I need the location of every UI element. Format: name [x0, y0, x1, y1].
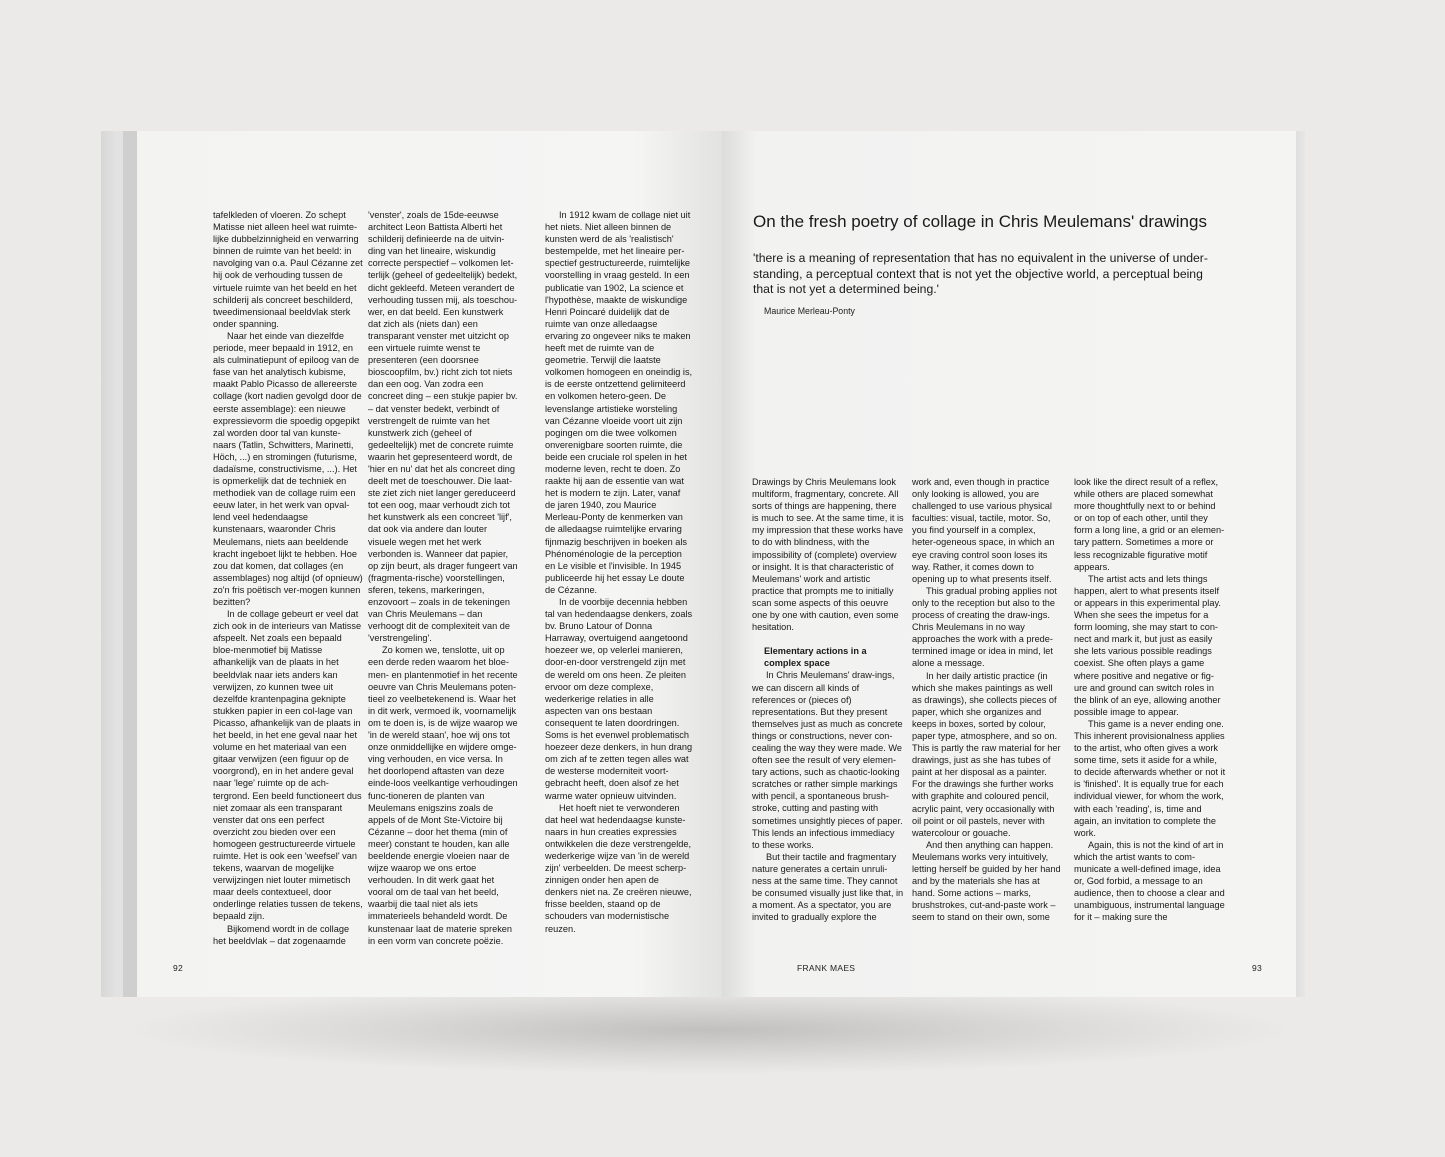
left-page [137, 131, 723, 997]
paragraph: This game is a never ending one. This inherent provisionalness applies to the artist, who often gives a work some time, sets it aside for a while, to decide afterwards whether or not it is 'finished'. It is equally true for each individual viewer, for whom the work, with each 'reading', is, time and again, an invitation to complete the work. [1074, 718, 1226, 838]
paragraph: Naar het einde van diezelfde periode, meer bepaald in 1912, en als culminatiepunt of epiloog van de fase van het analytisch kubisme, maakt Pablo Picasso de allereerste collage (kort nadien gevolgd door de eerste assemblage): een nieuwe expressievorm die spoedig opgepikt zal worden door tal van kunste-naars (Tatlin, Schwitters, Marinetti, Höch, ...) en stromingen (futurisme, dadaïsme, constructivisme, ...). Het is opmerkelijk dat de techniek en methodiek van de collage ruim een eeuw later, in het werk van opval-lend veel hedendaagse kunstenaars, waaronder Chris Meulemans, niets aan beeldende kracht ingeboet lijkt te hebben. Hoe zou dat komen, dat collages (en assemblages) nog altijd (of opnieuw) zo'n fris poëtisch ver-mogen kunnen bezitten? [213, 330, 363, 607]
book-shadow [120, 985, 1300, 1075]
paragraph: This gradual probing applies not only to the reception but also to the process of creating the draw-ings. Chris Meulemans in no way approaches the work with a prede-termined image or idea in mind, let alone a message. [912, 585, 1057, 669]
paragraph: In de voorbije decennia hebben tal van hedendaagse denkers, zoals bv. Bruno Latour of Donna Harraway, overtuigend aangetoond hoezeer we, op velerlei manieren, door-en-door verstrengeld zijn met de wereld om ons heen. Ze pleiten ervoor om deze complexe, wederkerige relaties in alle aspecten van ons bestaan consequent te laten doordringen. Soms is het evenwel problematisch hoezeer deze denkers, in hun drang om zich af te zetten tegen alles wat de westerse moderniteit voort-gebracht heeft, doen alsof ze het warme water opnieuw uitvinden. [545, 597, 693, 801]
paragraph: Again, this is not the kind of art in which the artist wants to com-municate a well-defined image, idea or, God forbid, a message to an audience, then to choose a clear and unambiguous, instrumental language for it – making sure the [1074, 839, 1225, 923]
paragraph: The artist acts and lets things happen, alert to what presents itself or appears in this experimental play. When she sees the impetus for a form looming, she may start to con-nect and mark it, but just as easily she lets various possible readings coexist. She often plays a game where positive and negative or fig-ure and ground can switch roles in the blink of an eye, allowing another possible image to appear. [1074, 573, 1221, 717]
paragraph: In her daily artistic practice (in which she makes paintings as well as drawings), she collects pieces of paper, which she organizes and keeps in boxes, sorted by colour, paper type, atmosphere, and so on. This is partly the raw material for her drawings, just as she has tubes of paint at her disposal as a painter. For the drawings she further works with graphite and coloured pencil, acrylic paint, very occasionally with oil point or oil pastels, never with watercolour or gouache. [912, 670, 1061, 838]
right-column-2 [912, 476, 1062, 923]
paragraph: In de collage gebeurt er veel dat zich ook in de interieurs van Matisse afspeelt. Net zoals een bepaald bloe-menmotief bij Matisse afhankelijk van de plaats in het beeldvlak naar iets anders kan verwijzen, zo kunnen twee uit dezelfde krantenpagina geknipte stukken papier in een col-lage van Picasso, afhankelijk van de plaats in het beeld, in het ene geval naar het volume en het materiaal van een gitaar verwijzen (een figuur op de voorgrond), en in het andere geval naar 'lege' ruimte op de ach-tergrond. Een beeld functioneert dus niet zomaar als een transparant venster dat ons een perfect overzicht zou bieden over een homogeen gestructureerde virtuele ruimte. Het is ook een 'weefsel' van tekens, waarvan de mogelijke verwijzingen niet louter mimetisch maar deels contextueel, door onderlinge relaties tussen de tekens, bepaald zijn. [213, 609, 363, 922]
paragraph: In 1912 kwam de collage niet uit het niets. Niet alleen binnen de kunsten werd de als 'realistisch' bestempelde, met het lineaire per-spectief gestructureerde, ruimtelijke voorstelling in vraag gesteld. In een publicatie van 1902, La science et l'hypothèse, maakte de wiskundige Henri Poincaré duidelijk dat de ruimte van onze alledaagse ervaring zo ongeveer niks te maken heeft met de ruimte van de geometrie. Terwijl die laatste volkomen homogeen en oneindig is, is de eerste ontzettend gelimiteerd en volkomen hetero-geen. De levenslange artistieke worsteling van Cézanne vloeide voort uit zijn pogingen om die twee volkomen onverenigbare soorten ruimte, die beide een cruciale rol spelen in het moderne leven, recht te doen. Zo raakte hij aan de essentie van wat het is modern te zijn. Later, vanaf de jaren 1940, zou Maurice Merleau-Ponty de kenmerken van de alledaagse ruimtelijke ervaring fijnmazig beschrijven in boeken als Phénoménologie de la perception en Le visible et l'invisible. In 1945 publiceerde hij het essay Le doute de Cézanne. [545, 210, 693, 595]
paragraph: Bijkomend wordt in de collage het beeldvlak – dat zogenaamde [213, 923, 350, 946]
paragraph: 'venster', zoals de 15de-eeuwse architect Leon Battista Alberti het schilderij definieerde na de uitvin-ding van het lineaire, wiskundig correcte perspectief – volkomen let-terlijk (geheel of gedeeltelijk) bedekt, dicht gekleefd. Meteen verandert de verhouding tussen mij, als toeschou-wer, en dat beeld. Een kunstwerk dat zich als (niets dan) een transparant venster met uitzicht op een virtuele ruimte wenst te presenteren (een doorsnee bioscoopfilm, bv.) richt zich tot niets dan een oog. Van zodra een concreet ding – een stukje papier bv. – dat venster bedekt, verbindt of verstrengelt de ruimte van het kunstwerk zich (geheel of gedeeltelijk) met de concrete ruimte waarin het gepresenteerd wordt, de 'hier en nu' dat het als concreet ding deelt met de toeschouwer. Die laat-ste ziet zich niet langer gereduceerd tot een oog, maar verhoudt zich tot het kunstwerk als een concreet 'lijf', dat ook via andere dan louter visuele wegen met het werk verbonden is. Wanneer dat papier, op zijn beurt, als drager fungeert van (fragmenta-rische) voorstellingen, sferen, tekens, markeringen, enzovoort – zoals in de tekeningen van Chris Meulemans – dan verhoogt dit de complexiteit van de 'verstrengeling'. [368, 210, 518, 644]
paragraph: And then anything can happen. Meulemans works very intuitively, letting herself be guided by her hand and by the materials she has at hand. Some actions – marks, brushstrokes, cut-and-paste work – seem to stand on their own, some [912, 839, 1061, 923]
page-number-right: 93 [1252, 963, 1263, 973]
section-subheading: Elementary actions in a complex space [764, 646, 867, 669]
intro-paragraph: Drawings by Chris Meulemans look multiform, fragmentary, concrete. All sorts of things are happening, there is much to see. At the same time, it is my impression that these works have to do with blindness, with the impossibility of (complete) overview or insight. It is that characteristic of Meulemans' work and artistic practice that prompts me to initially scan some aspects of this oeuvre one by one with caution, even some hesitation. [752, 477, 904, 633]
paragraph: tafelkleden of vloeren. Zo schept Matisse niet alleen heel wat ruimte-lijke dubbelzinnigheid en verwarring binnen de ruimte van het beeld: in navolging van o.a. Paul Cézanne zet hij ook de verhouding tussen de virtuele ruimte van het beeld en het schilderij als concreet beschilderd, tweedimensionaal beeldvlak sterk onder spanning. [213, 210, 363, 329]
right-column-1 [752, 476, 904, 923]
epigraph-quote: 'there is a meaning of representation that has no equivalent in the universe of under-standing, a perceptual context that is not yet the objective world, a perceptual being that is not yet a determined being.' [753, 251, 1208, 296]
paragraph: Het hoeft niet te verwonderen dat heel wat hedendaagse kunste-naars in hun creaties expressies ontwikkelen die deze verstrengelde, wederkerige wijze van 'in de wereld zijn' verbeelden. De meest scherp-zinnigen onder hen apen de denkers niet na. Ze creëren nieuwe, frisse beelden, staand op de schouders van modernistische reuzen. [545, 802, 692, 934]
left-page-stack-edge [101, 131, 141, 997]
paragraph: But their tactile and fragmentary nature generates a certain unruli-ness at the same time. They cannot be consumed visually just like that, in a moment. As a spectator, you are invited to gradually explore the [752, 851, 904, 923]
paragraph: Zo komen we, tenslotte, uit op een derde reden waarom het bloe-men- en plantenmotief in het recente oeuvre van Chris Meulemans poten-tieel zo veelbetekenend is. Waar het in dit werk, vermoed ik, voornamelijk om te doen is, is de wijze waarop we 'in de wereld staan', hoe wij ons tot onze onmiddellijke en wijdere omge-ving verhouden, en vice versa. In het doorlopend aftasten van deze einde-loos veelkantige verhoudingen func-tioneren de planten van Meulemans enigszins zoals de appels of de Mont Ste-Victoire bij Cézanne – door het thema (min of meer) constant te houden, kan alle beeldende energie vloeien naar de wijze waarop we ons ertoe verhouden. In dit werk gaat het vooral om de taal van het beeld, waarbij die taal niet als iets immaterieels behandeld wordt. De kunstenaar laat de materie spreken in een vorm van concrete poëzie. [368, 645, 518, 946]
page-number-left: 92 [173, 963, 184, 973]
right-column-3 [1074, 476, 1226, 923]
paragraph: In Chris Meulemans' draw-ings, we can discern all kinds of references or (pieces of) representations. But they present themselves just as much as concrete things or constructions, never con-cealing the way they were made. We often see the result of very elemen-tary actions, such as chaotic-looking scratches or rather simple markings with pencil, a spontaneous brush-stroke, cutting and pasting with sometimes unsightly pieces of paper. This lends an infectious immediacy to these works. [752, 670, 903, 850]
paragraph: work and, even though in practice only looking is allowed, you are challenged to use various physical faculties: visual, tactile, motor. So, you find yourself in a complex, heter-ogeneous space, in which an eye craving control soon loses its way. Rather, it comes down to opening up to what presents itself. [912, 477, 1055, 584]
running-footer: FRANK MAES [797, 963, 856, 973]
article-title: On the fresh poetry of collage in Chris Meulemans' drawings [753, 212, 1207, 231]
left-column-1 [213, 209, 363, 947]
right-page [722, 131, 1296, 997]
left-column-3 [545, 209, 693, 935]
epigraph-author: Maurice Merleau-Ponty [764, 306, 855, 316]
left-column-2 [368, 209, 518, 947]
paragraph: look like the direct result of a reflex, while others are placed somewhat more thoughtfully next to or behind or on top of each other, until they form a long line, a grid or an elemen-tary pattern. Sometimes a more or less recognizable figurative motif appears. [1074, 477, 1225, 572]
